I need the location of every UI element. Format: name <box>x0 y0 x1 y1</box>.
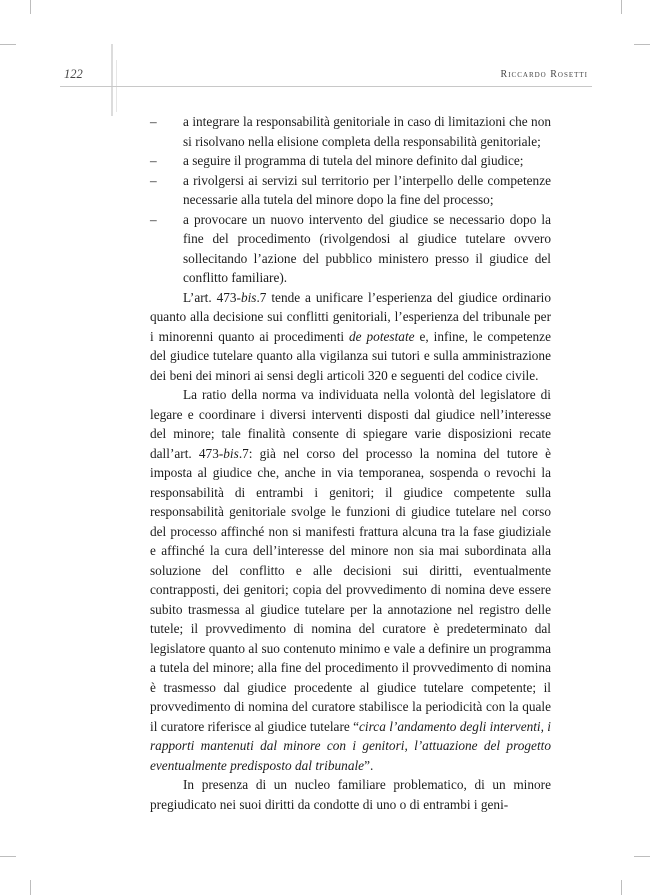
paragraph <box>150 288 551 386</box>
paragraph-text: .7: già nel corso del processo la nomina del tutore è imposta al giudice che, anche in via temporanea, sospenda o revochi la responsabilità di entrambi i genitori; il giudice competente sulla responsabilità genitoriale svolge le funzioni di giudice tutelare nel corso del processo affinché non si manifesti frattura alcuna tra la fase giudiziale e affinché la cura dell’interesse del minore non sia mai subordinata alla soluzione del conflitto e alle decisioni sui diritti, eventualmente contrapposti, dei genitori; copia del provvedimento di nomina deve essere subito trasmessa al giudice tutelare per la annotazione nel registro delle tutele; il provvedimento di nomina del curatore è predeterminato dal legislatore quanto al suo contenuto minimo e vale a definire un programma a tutela del minore; alla fine del procedimento il provvedimento di nomina è trasmesso dal giudice procedente al giudice tutelare competente; il provvedimento di nomina del curatore stabilisce la periodicità con la quale il curatore riferisce al giudice tutelare “ <box>150 445 551 734</box>
header-decoration <box>111 44 113 116</box>
paragraph-italic: circa l’andamento degli interventi, i rapporti mantenuti dal minore con i genitori, l’attuazione del progetto eventualmente predisposto dal tribunale <box>150 718 551 773</box>
paragraph-text: e, infine, le competenze del giudice tutelare quanto alla vigilanza sui tutori e sulla amministrazione dei beni dei minori ai sensi degli articoli 320 e seguenti del codice civile. <box>150 328 551 383</box>
paragraph-text: La ratio della norma va individuata nella volontà del legislatore di legare e coordinare i diversi interventi disposti dal giudice nell’interesse del minore; tale finalità consente di spiegare varie disposizioni recate dall’art. 473- <box>150 387 551 461</box>
list-item <box>150 210 551 288</box>
list-item-text: a integrare la responsabilità genitoriale in caso di limitazioni che non si risolvano nella elisione completa della responsabilità genitoriale; <box>183 114 551 149</box>
crop-mark <box>0 44 16 45</box>
list-item <box>150 151 551 171</box>
crop-mark <box>30 0 31 14</box>
paragraph <box>150 385 551 775</box>
header-rule <box>60 86 592 87</box>
dash-list <box>150 112 551 288</box>
list-item-text: a seguire il programma di tutela del minore definito dal giudice; <box>183 153 524 168</box>
paragraph-text: .7 tende a unificare l’esperienza del giudice ordinario quanto alla decisione sui conflitti genitoriali, l’esperienza del tribunale per i minorenni quanto ai procedimenti <box>150 289 551 344</box>
list-item <box>150 112 551 151</box>
crop-mark <box>621 880 622 895</box>
paragraph-text: ”. <box>364 757 374 773</box>
paragraph-italic: bis <box>223 445 239 461</box>
paragraph-italic: bis <box>240 289 257 305</box>
crop-mark <box>634 44 650 45</box>
list-dash: – <box>150 172 157 188</box>
list-dash: – <box>150 114 157 129</box>
paragraph-italic: de potestate <box>349 328 415 344</box>
running-head: Riccardo Rosetti <box>500 69 588 80</box>
page-number: 122 <box>64 67 83 81</box>
list-dash: – <box>150 153 157 168</box>
crop-mark <box>634 856 650 857</box>
crop-mark <box>621 0 622 14</box>
paragraph <box>150 775 551 814</box>
list-dash: – <box>150 211 157 227</box>
page-body <box>150 112 551 814</box>
list-item <box>150 171 551 210</box>
crop-mark <box>30 880 31 895</box>
list-item-text: a provocare un nuovo intervento del giudice se necessario dopo la fine del procedimento (rivolgendosi al giudice tutelare ovvero sollecitando l’azione del pubblico ministero presso il giudice del conflitto familiare). <box>183 211 551 285</box>
list-item-text: a rivolgersi ai servizi sul territorio per l’interpello delle competenze necessarie alla tutela del minore dopo la fine del processo; <box>183 172 551 207</box>
paragraph-text: L’art. 473- <box>183 289 241 305</box>
paragraph-text: In presenza di un nucleo familiare problematico, di un minore pregiudicato nei suoi diritti da condotte di uno o di entrambi i geni- <box>150 777 551 812</box>
crop-mark <box>0 856 16 857</box>
